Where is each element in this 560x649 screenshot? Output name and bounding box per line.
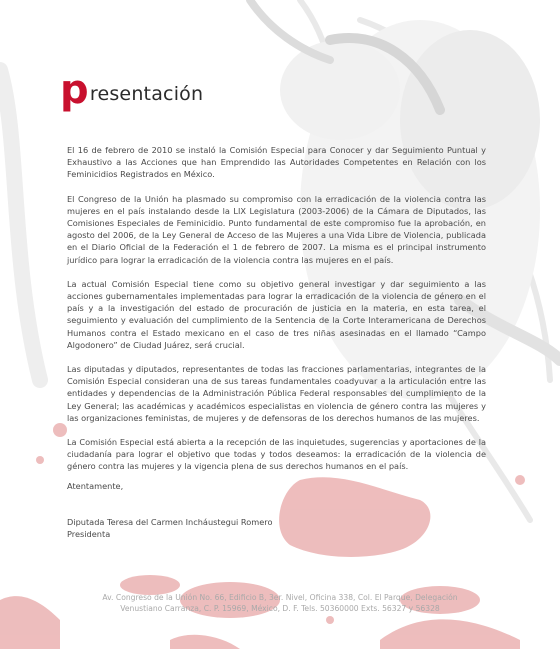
paragraph: La actual Comisión Especial tiene como su objetivo general investigar y dar seguimiento a las acciones gubernamentales implementadas para lograr la erradicación de la violencia de género en el país y a la investigación del estado de procuración de justicia en la materia, en esta tarea, el seguimiento y evaluación del cumplimiento de la Sentencia de la Corte Interamericana de Derechos Humanos contra el Estado mexicano en el caso de tres niñas asesinadas en el llamado “Campo Algodonero” de Ciudad Juárez, será crucial. <box>67 278 486 350</box>
paragraph: El 16 de febrero de 2010 se instaló la Comisión Especial para Conocer y dar Seguimiento Puntual y Exhaustivo a las Acciones que han Emprendido las Autoridades Competentes en Relación con los Feminicidios Registrados en México. <box>67 145 486 180</box>
signer-role: Presidenta <box>67 529 111 540</box>
footer-line: Av. Congreso de la Unión No. 66, Edificio B, 3er. Nivel, Oficina 338, Col. El Parque, Delegación <box>102 593 458 602</box>
signature-block <box>67 516 487 540</box>
page-title <box>60 67 204 113</box>
closing-salutation: Atentamente, <box>67 481 124 491</box>
paragraph: La Comisión Especial está abierta a la recepción de las inquietudes, sugerencias y aportaciones de la ciudadanía para lograr el objetivo que todas y todos deseamos: la erradicación de la violencia de género contra las mujeres y la vigencia plena de sus derechos humanos en el país. <box>67 437 486 472</box>
paragraph: Las diputadas y diputados, representantes de todas las fracciones parlamentarias, integrantes de la Comisión Especial consideran una de sus tareas fundamentales coadyuvar a la articulación entre las entidades y dependencias de la Administración Pública Federal responsables del cumplimiento de la Ley General; las académicas y académicos especialistas en violencia de género contra las mujeres y las organizaciones feministas, de mujeres y de defensoras de los derechos humanos de las mujeres. <box>67 364 486 423</box>
signer-name: Diputada Teresa del Carmen Incháustegui Romero <box>67 517 273 527</box>
body-text <box>67 144 486 485</box>
footer-address <box>40 592 520 614</box>
footer-line: Venustiano Carranza, C. P. 15969, México, D. F. Tels. 50360000 Exts. 56327 y 56328 <box>120 604 440 613</box>
title-rest: resentación <box>89 83 204 105</box>
title-initial: p <box>60 67 89 113</box>
paragraph: El Congreso de la Unión ha plasmado su compromiso con la erradicación de la violencia contra las mujeres en el país instalando desde la LIX Legislatura (2003-2006) de la Cámara de Diputados, las Comisiones Especiales de Feminicidio. Punto fundamental de este compromiso fue la aprobación, en agosto del 2006, de la Ley General de Acceso de las Mujeres a una Vida Libre de Violencia, publicada en el Diario Oficial de la Federación el 1 de febrero de 2007. La misma es el principal instrumento jurídico para lograr la erradicación de la violencia contra las mujeres en el país. <box>67 193 486 265</box>
